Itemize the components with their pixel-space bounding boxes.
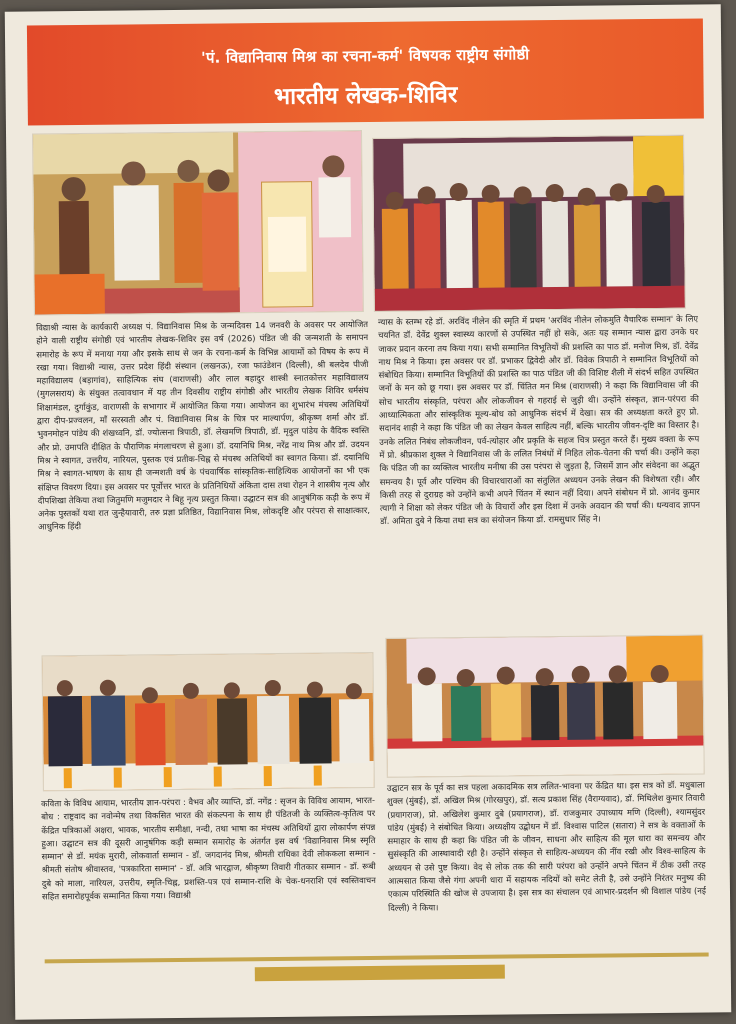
photo-dignitaries-standing — [385, 634, 704, 777]
magazine-page — [5, 4, 732, 1019]
seminar-title: 'पं. विद्यानिवास मिश्र का रचना-कर्म' विषयक राष्ट्रीय संगोष्ठी — [201, 45, 530, 67]
article-column-left-top: विद्याश्री न्यास के कार्यकारी अध्यक्ष पं. विद्यानिवास मिश्र के जन्मदिवस 14 जनवरी के अवसर पर आयोजित होने वाली राष्ट्रीय संगोष्ठी एवं भारतीय लेखक-शिविर इस वर्ष (2026) पंडित जी की जन्मशती के समापन समारोह के रूप में मनाया गया और इसके साथ से जन के रचना-कर्म के विभिन्न आयामों को विषय के रूप में रखा गया। विद्याश्री न्यास, उत्तर प्रदेश हिंदी संस्थान (लखनऊ), रजा फाउंडेशन (दिल्ली), श्री बलदेव पीजी महाविद्यालय (बड़ागांव), साहित्यिक संघ (वाराणसी) और लाल बहादुर शास्त्री स्नातकोत्तर महाविद्यालय (मुगलसराय) के संयुक्त तत्वावधान में यह तीन दिवसीय राष्ट्रीय संगोष्ठी और भारतीय लेखक शिविर धर्मसंघ शिक्षामंडल, दुर्गाकुंड, वाराणसी के सभागार में आयोजित किया गया। आयोजन का शुभारंभ मंचस्थ अतिथियों द्वारा दीप-प्रज्वलन, माँ सरस्वती और पं. विद्यानिवास मिश्र के चित्र पर माल्यार्पण, श्रीकृष्ण शर्मा और डॉ. भुवनमोहन पांडेय की शंखध्वनि, डॉ. ज्योत्सना त्रिपाठी, डॉ. लेखमणि त्रिपाठी, डॉ. मृदुल पांडेय के वैदिक स्वस्ति और प्रो. उमापति दीक्षित के पौराणिक मंगलाचरण से हुआ। डॉ. दयानिधि मिश्र, नरेंद्र नाथ मिश्र और डॉ. उदयन मिश्र ने स्वागत, उत्तरीय, नारियल, पुस्तक एवं प्रतीक-चिह्न से मंचस्थ अतिथियों का स्वागत किया। डॉ. दयानिधि मिश्र ने स्वागत-भाषण के साथ ही जन्मशती वर्ष के पंचवार्षिक सांस्कृतिक-साहित्यिक आयोजनों का भी एक संक्षिप्त विवरण दिया। इस अवसर पर पूर्वोत्तर भारत के प्रतिनिधियों अंकिता दास तथा रोहन ने शास्त्रीय नृत्य और दीपशिखा तेकिया तथा जितुमणि मजुमदार ने बिहू नृत्य प्रस्तुत किया। उद्घाटन सत्र की आनुषंगिक कड़ी के रूप में अनेक पुस्तकों यथा रात जुन्हैयावारी, तरु प्रज्ञा प्रतिष्ठित, विद्यानिवास मिश्र, लोकदृष्टि और परंपरा से साक्षात्कार, आधुनिक हिंदी — [35, 318, 371, 532]
photo-group-on-stage — [372, 135, 686, 312]
title-banner — [27, 18, 704, 125]
article-column-right-top: न्यास के स्तम्भ रहे डॉ. अरविंद नीलेन की स्मृति में प्रथम 'अरविंद नीलेन लोकमुति वैचारिक सम्मान' के लिए चयनित डॉ. देवेंद्र शुक्ल स्वास्थ्य कारणों से उपस्थित नहीं हो सके, अतः यह सम्मान न्यास द्वारा उनके घर जाकर प्रदान करना तय किया गया। सभी सम्मानित विभूतियों की प्रशस्ति का पाठ डॉ. मनोज मिश्र, डॉ. देवेंद्र नाथ मिश्र ने किया। इस अवसर पर डॉ. प्रभाकर द्विवेदी और डॉ. विवेक त्रिपाठी ने सम्मानित विभूतियों को संबोधित किया। सम्मानित विभूतियों की प्रशस्ति का पाठ पंडित जी की विशिष्ट शैली में संदर्भ सहित उपस्थित जनों के मन को छू गया। इस अवसर पर डॉ. चिंतित मन मिश्र (वाराणसी) ने कहा कि विद्यानिवास जी की सोच भारतीय संस्कृति, परंपरा और लोकजीवन से गहराई से जुड़ी थी। उन्होंने संस्कृत, ज्ञान-परंपरा की आध्यात्मिकता और सांस्कृतिक मूल्य-बोध को आधुनिक संदर्भ में देखा। सत्र की अध्यक्षता करते हुए प्रो. सदानंद शाही ने कहा कि पंडित जी का लेखन केवल साहित्य नहीं, बल्कि भारतीय जीवन-दृष्टि का विस्तार है। उनके ललित निबंध लोकजीवन, पर्व-त्योहार और प्रकृति के सहज चित्र प्रस्तुत करते हैं। मुख्य वक्ता के रूप में प्रो. श्रीप्रकाश शुक्ल ने विद्यानिवास जी के ललित निबंधों में निहित लोक-चेतना की चर्चा की। उन्होंने कहा कि पंडित जी का व्यक्तित्व भारतीय मनीषा की उस परंपरा से जुड़ता है, जिसमें ज्ञान और संवेदना का अद्भुत समन्वय है। पूर्व और पश्चिम की विचारधाराओं का संतुलित अध्ययन उनके लेखन की विशेषता रही। और किसी तरह से दुराग्रह को उन्होंने कभी अपने चिंतन में स्थान नहीं दिया। अपने संबोधन में प्रो. आनंद कुमार त्यागी ने शिक्षा को लेकर पंडित जी के विचारों और इस दिशा में उनके अवदान की चर्चा की। धन्यवाद ज्ञापन डॉ. अमिता दुबे ने किया तथा सत्र का संयोजन किया डॉ. रामसुधार सिंह ने। — [377, 313, 700, 527]
photo-book-release — [41, 652, 374, 791]
footer-gold-bar — [255, 965, 505, 982]
photo-stage-felicitation — [32, 130, 364, 315]
article-column-right-bottom: उद्घाटन सत्र के पूर्व का सत्र पहला अकादमिक सत्र ललित-भावना पर केंद्रित था। इस सत्र को डॉ. मधुबाला शुक्ल (मुंबई), डॉ. अखिल मिश्र (गोरखपुर), डॉ. सत्य प्रकाश सिंह (वैराग्यवाद), डॉ. मिथिलेश कुमार तिवारी (प्रयागराज), प्रो. अखिलेश कुमार दुबे (प्रयागराज), डॉ. राजकुमार उपाध्याय मणि (दिल्ली), श्यामसुंदर पांडेय (मुंबई) ने संबोधित किया। अध्यक्षीय उद्बोधन में डॉ. विश्वास पाटिल (सतारा) ने सत्र के वक्ताओं के समाहार के साथ ही कहा कि पंडित जी के जीवन, साधना और साहित्य की मूल धारा का समन्वय और सुसंस्कृति की आस्थावादी रही है। उन्होंने संस्कृत से साहित्य-अध्ययन की नींव रखी और विश्व-साहित्य के अध्ययन से उसे पुष्ट किया। वेद से लोक तक की सारी परंपरा को उन्होंने अपने चिंतन में ठीक उसी तरह आत्मसात किया जैसे गंगा अपनी धारा में सहायक नदियों को समेट लेती है, उसे उन्होंने निरंतर मनुष्य की एकात्म परिस्थिति की खोज से उपजाया है। इस सत्र का संचालन एवं आभार-प्रदर्शन श्री विशाल पांडेय (नई दिल्ली) ने किया। — [386, 779, 707, 913]
camp-title: भारतीय लेखक-शिविर — [273, 82, 458, 110]
article-column-left-bottom: कविता के विविध आयाम, भारतीय ज्ञान-परंपरा : वैभव और व्याप्ति, डॉ. नगेंद्र : सृजन के विविध आयाम, भारत-बोध : राष्ट्रवाद का नवोन्मेष तथा विकसित भारत की संकल्पना के साथ ही पंडितजी के व्यक्तित्व-कृतित्व पर केंद्रित पत्रिकाओं अक्षरा, भावक, भारतीय समीक्षा, नन्दी, तथा भाषा का मंचस्थ अतिथियों द्वारा लोकार्पण संपन्न हुआ। उद्घाटन सत्र की दूसरी आनुषंगिक कड़ी सम्मान समारोह के अंतर्गत इस वर्ष 'विद्यानिवास मिश्र स्मृति सम्मान' से डॉ. मयंक मुरारी, लोकवार्ता सम्मान - डॉ. जगदानंद मिश्र, श्रीमती राधिका देवी लोककला सम्मान - श्रीमती संतोष श्रीवास्तव, 'पत्रकारिता सम्मान' - डॉ. अत्रि भारद्वाज, श्रीकृष्ण तिवारी गीतकार सम्मान - डॉ. रूबी दुबे को माला, नारियल, उत्तरीय, स्मृति-चिह्न, प्रशस्ति-पत्र एवं सम्मान-राशि के चेक-धनराशि एवं स्वस्तिवाचन सहित समारोहपूर्वक सम्मानित किया गया। विद्याश्री — [40, 794, 376, 902]
